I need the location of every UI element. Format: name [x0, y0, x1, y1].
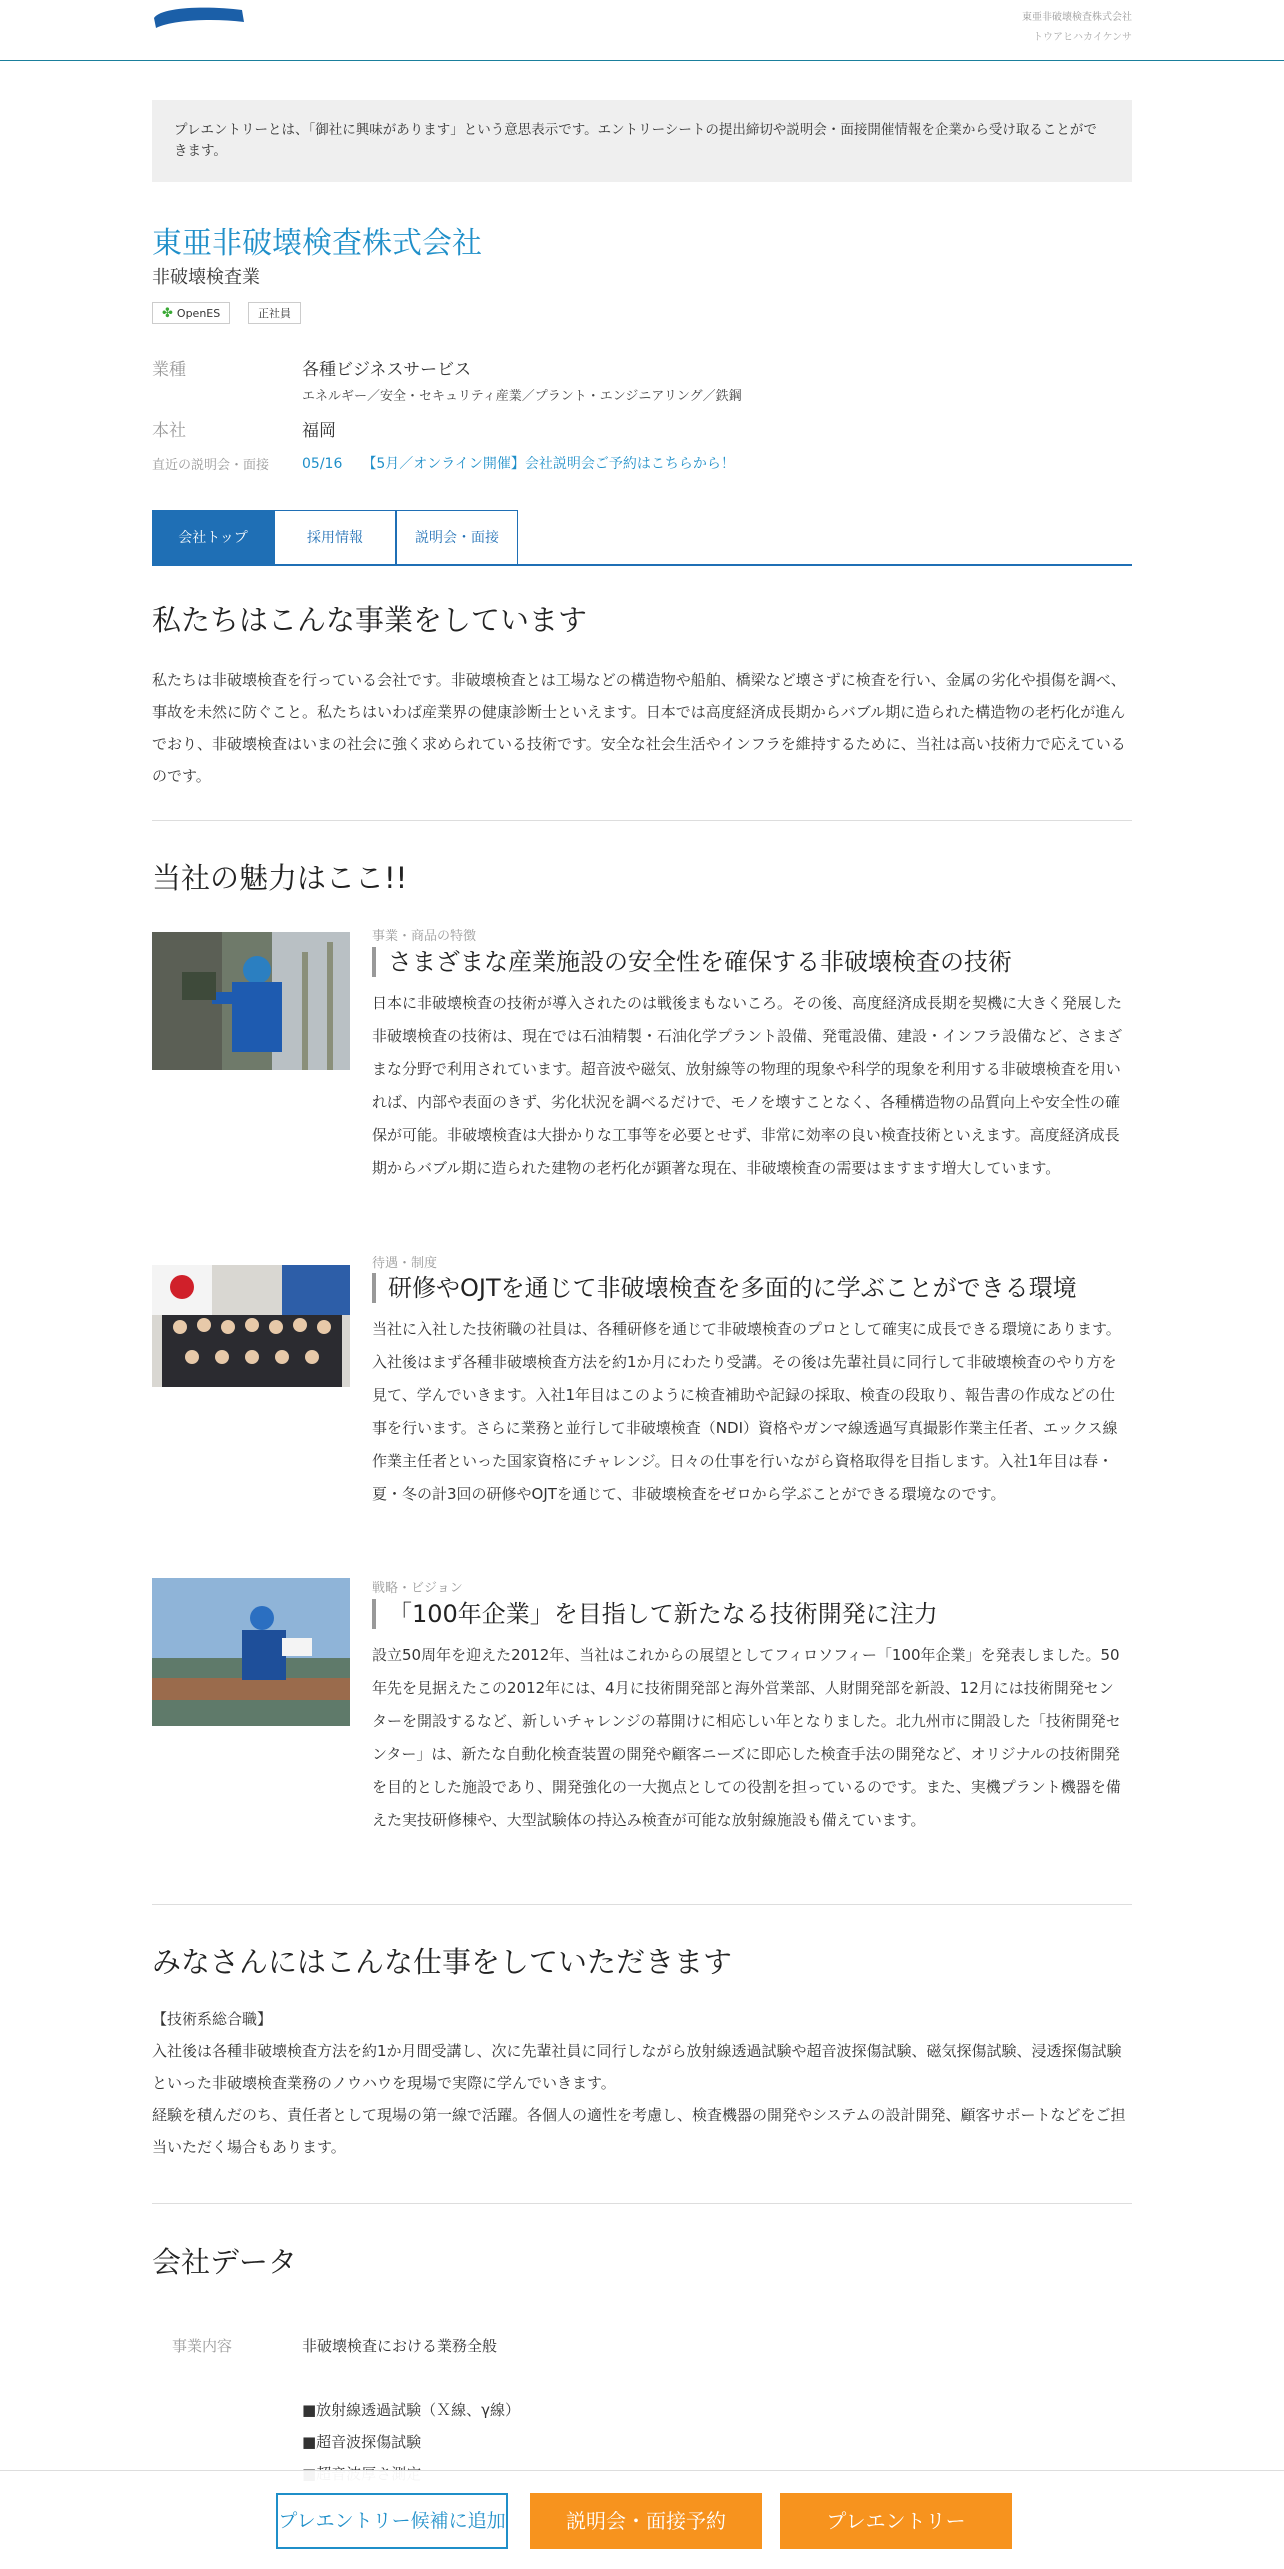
hq-label: 本社: [152, 421, 186, 441]
feature-image-group-photo: [152, 1265, 350, 1387]
rikunabi-logo[interactable]: [152, 4, 354, 60]
industry-value: 各種ビジネスサービス: [302, 360, 472, 380]
feature-category: 待遇・制度: [372, 1256, 438, 1271]
divider: [152, 1904, 1132, 1905]
business-content-value: 非破壊検査における業務全般: [302, 2337, 498, 2355]
appeal-heading: 当社の魅力はここ!!: [152, 861, 408, 895]
feature-category: 事業・商品の特徴: [372, 929, 477, 944]
feature-body: 設立50周年を迎えた2012年、当社はこれからの展望としてフィロソフィー「100年企業」を発表しました。50年先を見据えたこの2012年には、4月に技術開発部と海外営業部、人財開発部を新設、12月には技術開発センターを開設するなど、新しいチャレンジの幕開けに相応しい年となりました。北九州市に開設した「技術開発センター」は、新たな自動化検査装置の開発や顧客ニーズに即応した検査手法の開発など、オリジナルの技術開発を目的とした施設であり、開発強化の一大拠点としての役割を担っているのです。また、実機プラント機器を備えた実技研修棟や、大型試験体の持込み検査が可能な放射線施設も備えています。: [372, 1646, 1121, 1829]
hq-value: 福岡: [302, 421, 336, 441]
business-content-label: 事業内容: [172, 2337, 233, 2355]
header-company-name: 東亜非破壊検査株式会社: [1022, 12, 1132, 23]
work-subheading: 【技術系総合職】: [152, 2010, 273, 2028]
business-item: ■放射線透過試験（Ｘ線、γ線）: [302, 2401, 521, 2419]
pre-entry-button[interactable]: プレエントリー: [780, 2493, 1012, 2549]
industry-label: 業種: [152, 360, 186, 380]
company-tabs: [152, 510, 1132, 566]
logo-text: リクナビ2024: [316, 14, 354, 60]
seminar-label: 直近の説明会・面接: [152, 458, 270, 473]
divider: [152, 820, 1132, 821]
tab-seminar[interactable]: 説明会・面接: [396, 510, 518, 564]
business-item: ■超音波探傷試験: [302, 2433, 422, 2451]
site-header: [0, 0, 1284, 61]
pre-entry-notice: プレエントリーとは、「御社に興味があります」という意思表示です。エントリーシートの提出締切や説明会・面接開催情報を企業から受け取ることができます。: [152, 100, 1132, 182]
feature-category: 戦略・ビジョン: [372, 1581, 463, 1596]
header-company-kana: トウアヒハカイケンサ: [1033, 32, 1132, 43]
industry-detail: エネルギー／安全・セキュリティ産業／プラント・エンジニアリング／鉄鋼: [302, 389, 742, 404]
openes-tag: ✤ OpenES: [152, 302, 230, 324]
work-heading: みなさんにはこんな仕事をしていただきます: [152, 1945, 733, 1979]
feature-title: 「100年企業」を目指して新たなる技術開発に注力: [372, 1599, 938, 1629]
feature-title: さまざまな産業施設の安全性を確保する非破壊検査の技術: [372, 947, 1012, 977]
feature-image-technician: [152, 1578, 350, 1726]
feature-title: 研修やOJTを通じて非破壊検査を多面的に学ぶことができる環境: [372, 1273, 1077, 1303]
seminar-date: 05/16: [302, 456, 343, 472]
tab-recruitment[interactable]: 採用情報: [274, 510, 396, 564]
business-heading: 私たちはこんな事業をしています: [152, 603, 588, 637]
seminar-link[interactable]: [302, 453, 735, 473]
company-industry-sub: 非破壊検査業: [152, 267, 260, 288]
work-body-2: 経験を積んだのち、責任者として現場の第一線で活躍。各個人の適性を考慮し、検査機器の開発やシステムの設計開発、顧客サポートなどをご担当いただく場合もあります。: [152, 2106, 1126, 2156]
seminar-booking-button[interactable]: 説明会・面接予約: [530, 2493, 762, 2549]
tab-company-top[interactable]: 会社トップ: [152, 510, 274, 564]
work-body-1: 入社後は各種非破壊検査方法を約1か月間受講し、次に先輩社員に同行しながら放射線透過試験や超音波探傷試験、磁気探傷試験、浸透探傷試験といった非破壊検査業務のノウハウを現場で実際に学んでいきます。: [152, 2042, 1122, 2092]
feature-body: 日本に非破壊検査の技術が導入されたのは戦後まもないころ。その後、高度経済成長期を契機に大きく発展した非破壊検査の技術は、現在では石油精製・石油化学プラント設備、発電設備、建設・インフラ設備など、さまざまな分野で利用されています。超音波や磁気、放射線等の物理的現象や科学的現象を利用する非破壊検査を用いれば、内部や表面のきず、劣化状況を調べるだけで、モノを壊すことなく、各種構造物の品質向上や安全性の確保が可能。非破壊検査は大掛かりな工事等を必要とせず、非常に効率の良い検査技術といえます。高度経済成長期からバブル期に造られた建物の老朽化が顕著な現在、非破壊検査の需要はますます増大しています。: [372, 994, 1123, 1177]
company-data-heading: 会社データ: [152, 2245, 298, 2279]
clover-icon: ✤: [162, 306, 173, 321]
company-title: 東亜非破壊検査株式会社: [152, 226, 482, 261]
feature-body: 当社に入社した技術職の社員は、各種研修を通じて非破壊検査のプロとして確実に成長できる環境にあります。入社後はまず各種非破壊検査方法を約1か月にわたり受講。その後は先輩社員に同行して非破壊検査のやり方を見て、学んでいきます。入社1年目はこのように検査補助や記録の採取、検査の段取り、報告書の作成などの仕事を行います。さらに業務と並行して非破壊検査（NDI）資格やガンマ線透過写真撮影作業主任者、エックス線作業主任者といった国家資格にチャレンジ。日々の仕事を行いながら資格取得を目指します。入社1年目は春・夏・冬の計3回の研修やOJTを通じて、非破壊検査をゼロから学ぶことができる環境なのです。: [372, 1320, 1121, 1503]
feature-image-inspection: [152, 932, 350, 1070]
business-body: 私たちは非破壊検査を行っている会社です。非破壊検査とは工場などの構造物や船舶、橋梁など壊さずに検査を行い、金属の劣化や損傷を調べ、事故を未然に防ぐこと。私たちはいわば産業界の健康診断士といえます。日本では高度経済成長期からバブル期に造られた構造物の老朽化が進んでおり、非破壊検査はいまの社会に強く求められている技術です。安全な社会生活やインフラを維持するために、当社は高い技術力で応えているのです。: [152, 671, 1126, 785]
divider: [152, 2203, 1132, 2204]
add-pre-entry-candidate-button[interactable]: プレエントリー候補に追加: [276, 2493, 508, 2549]
seminar-title: 【5月／オンライン開催】会社説明会ご予約はこちらから！: [362, 456, 735, 472]
employment-tag: 正社員: [248, 302, 301, 324]
